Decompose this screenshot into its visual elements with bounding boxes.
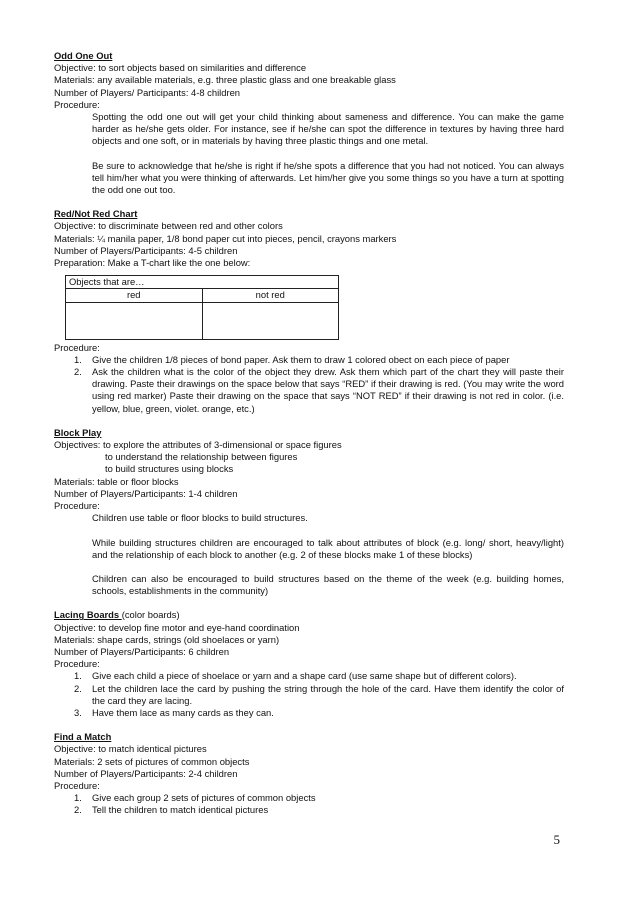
section-title-lacing-boards: Lacing Boards — [54, 609, 122, 621]
t-chart-cell-not-red — [202, 302, 339, 339]
procedure-label: Procedure: — [54, 98, 100, 110]
t-chart-col-not-red: not red — [202, 289, 339, 302]
list-item: 2. Tell the children to match identical pictures — [74, 804, 269, 816]
objective-item: to build structures using blocks — [105, 463, 234, 475]
page-content — [54, 50, 564, 817]
page-number: 5 — [553, 831, 560, 847]
players-text: Number of Players/Participants: 2-4 children — [54, 767, 238, 779]
players-text: Number of Players/Participants: 1-4 children — [54, 487, 238, 499]
list-item: 2. Let the children lace the card by pushing the string through the hole of the card. Have them identify the color of the card they are lacing. — [74, 682, 564, 706]
list-number: 3. — [74, 706, 82, 718]
section-heading-lacing-boards — [54, 609, 564, 621]
procedure-paragraph: Children use table or floor blocks to build structures. — [92, 512, 308, 524]
list-number: 2. — [74, 366, 82, 378]
list-number: 2. — [74, 682, 82, 694]
players-text: Number of Players/ Participants: 4-8 children — [54, 86, 241, 98]
t-chart-table — [65, 275, 339, 339]
procedure-label: Procedure: — [54, 658, 100, 670]
procedure-label: Procedure: — [54, 341, 100, 353]
list-number: 1. — [74, 353, 82, 365]
section-title-block-play: Block Play — [54, 426, 102, 438]
list-item: 1. Give the children 1/8 pieces of bond paper. Ask them to draw 1 colored obect on each piece of paper — [74, 353, 510, 365]
procedure-list — [54, 354, 564, 415]
players-text: Number of Players/Participants: 6 children — [54, 645, 230, 657]
section-title-red-not-red: Red/Not Red Chart — [54, 208, 138, 220]
procedure-list — [54, 792, 564, 816]
procedure-label: Procedure: — [54, 500, 100, 512]
list-item: 2. Ask the children what is the color of the object they drew. Ask them which part of the chart they will paste their drawing. Paste their drawings on the space below that says “RED” if their drawing is red. (You may write the word using red marker) Paste their drawing on the space that says “NOT RED” if their drawing is not red in color. (i.e. yellow, blue, green, violet. orange, etc.) — [74, 366, 564, 414]
materials-text: Materials: table or floor blocks — [54, 475, 179, 487]
objective-text: Objective: to discriminate between red and other colors — [54, 220, 283, 232]
list-number: 1. — [74, 670, 82, 682]
procedure-list — [54, 670, 564, 719]
materials-text: Materials: 2 sets of pictures of common objects — [54, 755, 250, 767]
materials-text: Materials: ¼ manila paper, 1/8 bond paper cut into pieces, pencil, crayons markers — [54, 232, 397, 244]
list-item: 1. Give each group 2 sets of pictures of common objects — [74, 792, 316, 804]
procedure-paragraph: While building structures children are encouraged to talk about attributes of block (e.g. long/ short, heavy/light) and the relationship of each block to another (e.g. 2 of these blocks make 1 of these blocks) — [92, 536, 564, 560]
materials-text: Materials: any available materials, e.g. three plastic glass and one breakable glass — [54, 74, 396, 86]
t-chart-header: Objects that are… — [66, 276, 339, 289]
procedure-label: Procedure: — [54, 779, 100, 791]
section-title-suffix: (color boards) — [121, 609, 180, 621]
list-item: 3. Have them lace as many cards as they can. — [74, 706, 274, 718]
procedure-paragraph: Be sure to acknowledge that he/she is right if he/she spots a difference that you had not noticed. You can always tell him/her what you were thinking of afterwards. Let him/her give you some things so you have a turn at spotting the odd one out too. — [92, 159, 564, 196]
list-item: 1. Give each child a piece of shoelace or yarn and a shape card (use same shape but of different colors). — [74, 670, 517, 682]
section-title-find-a-match: Find a Match — [54, 731, 112, 743]
t-chart-cell-red — [66, 302, 203, 339]
objectives-text: Objectives: to explore the attributes of 3-dimensional or space figures — [54, 439, 342, 451]
procedure-paragraph: Spotting the odd one out will get your child thinking about sameness and difference. You can make the game harder as he/she gets older. For instance, see if he/she can spot the difference in textures by having three hard objects and one soft, or in materials by having three plastic things and one metal. — [92, 111, 564, 147]
procedure-paragraph: Children can also be encouraged to build structures based on the theme of the week (e.g. building homes, schools, establishments in the community) — [92, 572, 564, 597]
list-number: 2. — [74, 804, 82, 816]
players-text: Number of Players/Participants: 4-5 children — [54, 244, 238, 256]
materials-text: Materials: shape cards, strings (old shoelaces or yarn) — [54, 633, 280, 645]
objective-text: Objective: to develop fine motor and eye-hand coordination — [54, 621, 300, 633]
objective-item: to understand the relationship between figures — [105, 451, 298, 463]
preparation-text: Preparation: Make a T-chart like the one below: — [54, 257, 251, 269]
t-chart-col-red: red — [66, 289, 203, 302]
objective-text: Objective: to sort objects based on similarities and difference — [54, 62, 307, 74]
section-title-odd-one-out: Odd One Out — [54, 50, 113, 61]
list-number: 1. — [74, 792, 82, 804]
objective-text: Objective: to match identical pictures — [54, 743, 207, 755]
